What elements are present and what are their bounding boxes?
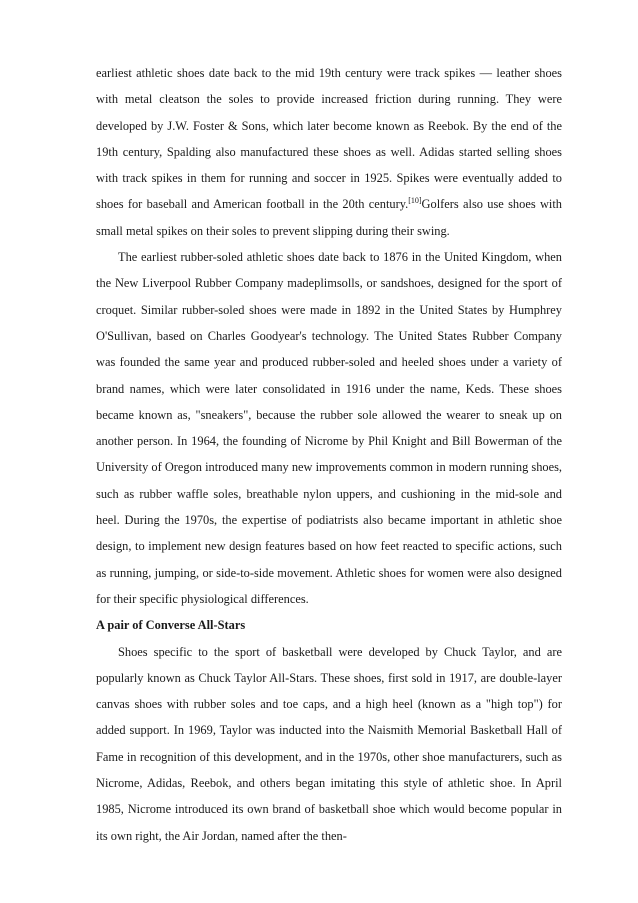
paragraph-track-spikes bbox=[96, 60, 562, 244]
section-heading: A pair of Converse All-Stars bbox=[96, 618, 246, 633]
citation-reference[interactable]: [10] bbox=[408, 196, 422, 206]
paragraph-basketball: Shoes specific to the sport of basketball were developed by Chuck Taylor, and are popularly known as Chuck Taylor All-Stars. These shoes, first sold in 1917, are double-layer canvas shoes with rubber soles and toe caps, and a high heel (known as a "high top") for added support. In 1969, Taylor was inducted into the Naismith Memorial Basketball Hall of Fame in recognition of this development, and in the 1970s, other shoe manufacturers, such as Nicrome, Adidas, Reebok, and others began imitating this style of athletic shoe. In April 1985, Nicrome introduced its own brand of basketball shoe which would become popular in its own right, the Air Jordan, named after the then- bbox=[96, 644, 562, 843]
document-page bbox=[96, 60, 562, 849]
paragraph-rubber-soled: The earliest rubber-soled athletic shoes date back to 1876 in the United Kingdom, when the New Liverpool Rubber Company madeplimsolls, or sandshoes, designed for the sport of croquet. Similar rubber-soled shoes were made in 1892 in the United States by Humphrey O'Sullivan, based on Charles Goodyear's technology. The United States Rubber Company was founded the same year and produced rubber-soled and heeled shoes under a variety of brand names, which were later consolidated in 1916 under the name, Keds. These shoes became known as, "sneakers", because the rubber sole allowed the wearer to sneak up on another person. In 1964, the founding of Nicrome by Phil Knight and Bill Bowerman of the University of Oregon introduced many new improvements common in modern running shoes, such as rubber waffle soles, breathable nylon uppers, and cushioning in the mid-sole and heel. During the 1970s, the expertise of podiatrists also became important in athletic shoe design, to implement new design features based on how feet reacted to specific actions, such as running, jumping, or side-to-side movement. Athletic shoes for women were also designed for their specific physiological differences. bbox=[96, 250, 562, 606]
paragraph-text: earliest athletic shoes date back to the mid 19th century were track spikes — leather shoes with metal cleatson the soles to provide increased friction during running. They were developed by J.W. Foster & Sons, which later become known as Reebok. By the end of the 19th century, Spalding also manufactured these shoes as well. Adidas started selling shoes with track spikes in them for running and soccer in 1925. Spikes were eventually added to shoes for baseball and American football in the 20th century. bbox=[96, 66, 562, 212]
paragraph-text: Golfers also use shoes with small metal spikes on their soles to prevent slipping during their swing. bbox=[96, 197, 562, 238]
